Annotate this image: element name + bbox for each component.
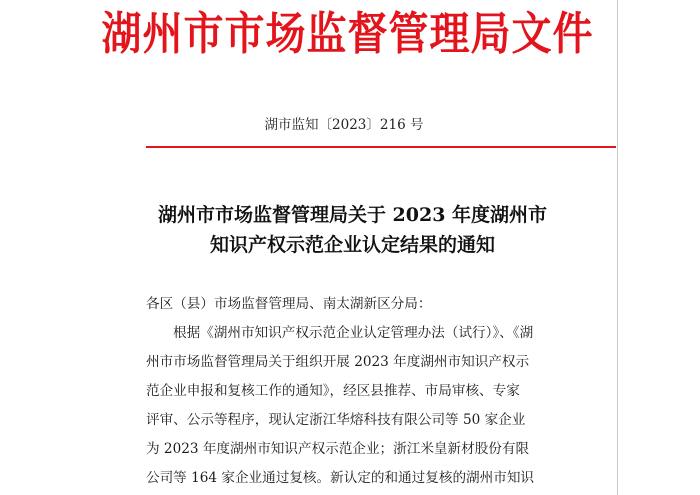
paragraph-line: 范企业申报和复核工作的通知》，经区县推荐、市局审核、专家 (146, 383, 520, 399)
document-number: 湖市监知〔2023〕216 号 (264, 117, 424, 133)
paragraph-line: 根据《湖州市知识产权示范企业认定管理办法（试行）》、《湖 (173, 325, 534, 341)
document-header-title: 湖州市市场监督管理局文件 (101, 7, 594, 61)
notice-body (146, 290, 621, 493)
paragraph-line: 州市市场监督管理局关于组织开展 2023 年度湖州市知识产权示 (146, 354, 530, 370)
notice-title (0, 200, 700, 260)
salutation: 各区（县）市场监督管理局、南太湖新区分局： (146, 296, 432, 312)
red-separator-line (146, 146, 616, 148)
paragraph-line: 公司等 164 家企业通过复核。新认定的和通过复核的湖州市知识 (146, 470, 535, 486)
paragraph-line: 评审、公示等程序，现认定浙江华熔科技有限公司等 50 家企业 (146, 412, 526, 428)
notice-title-line-2: 知识产权示范企业认定结果的通知 (209, 234, 495, 256)
notice-title-line-1: 湖州市市场监督管理局关于 2023 年度湖州市 (157, 204, 548, 226)
paragraph-line: 为 2023 年度湖州市知识产权示范企业；浙江米皇新材股份有限 (146, 441, 530, 457)
